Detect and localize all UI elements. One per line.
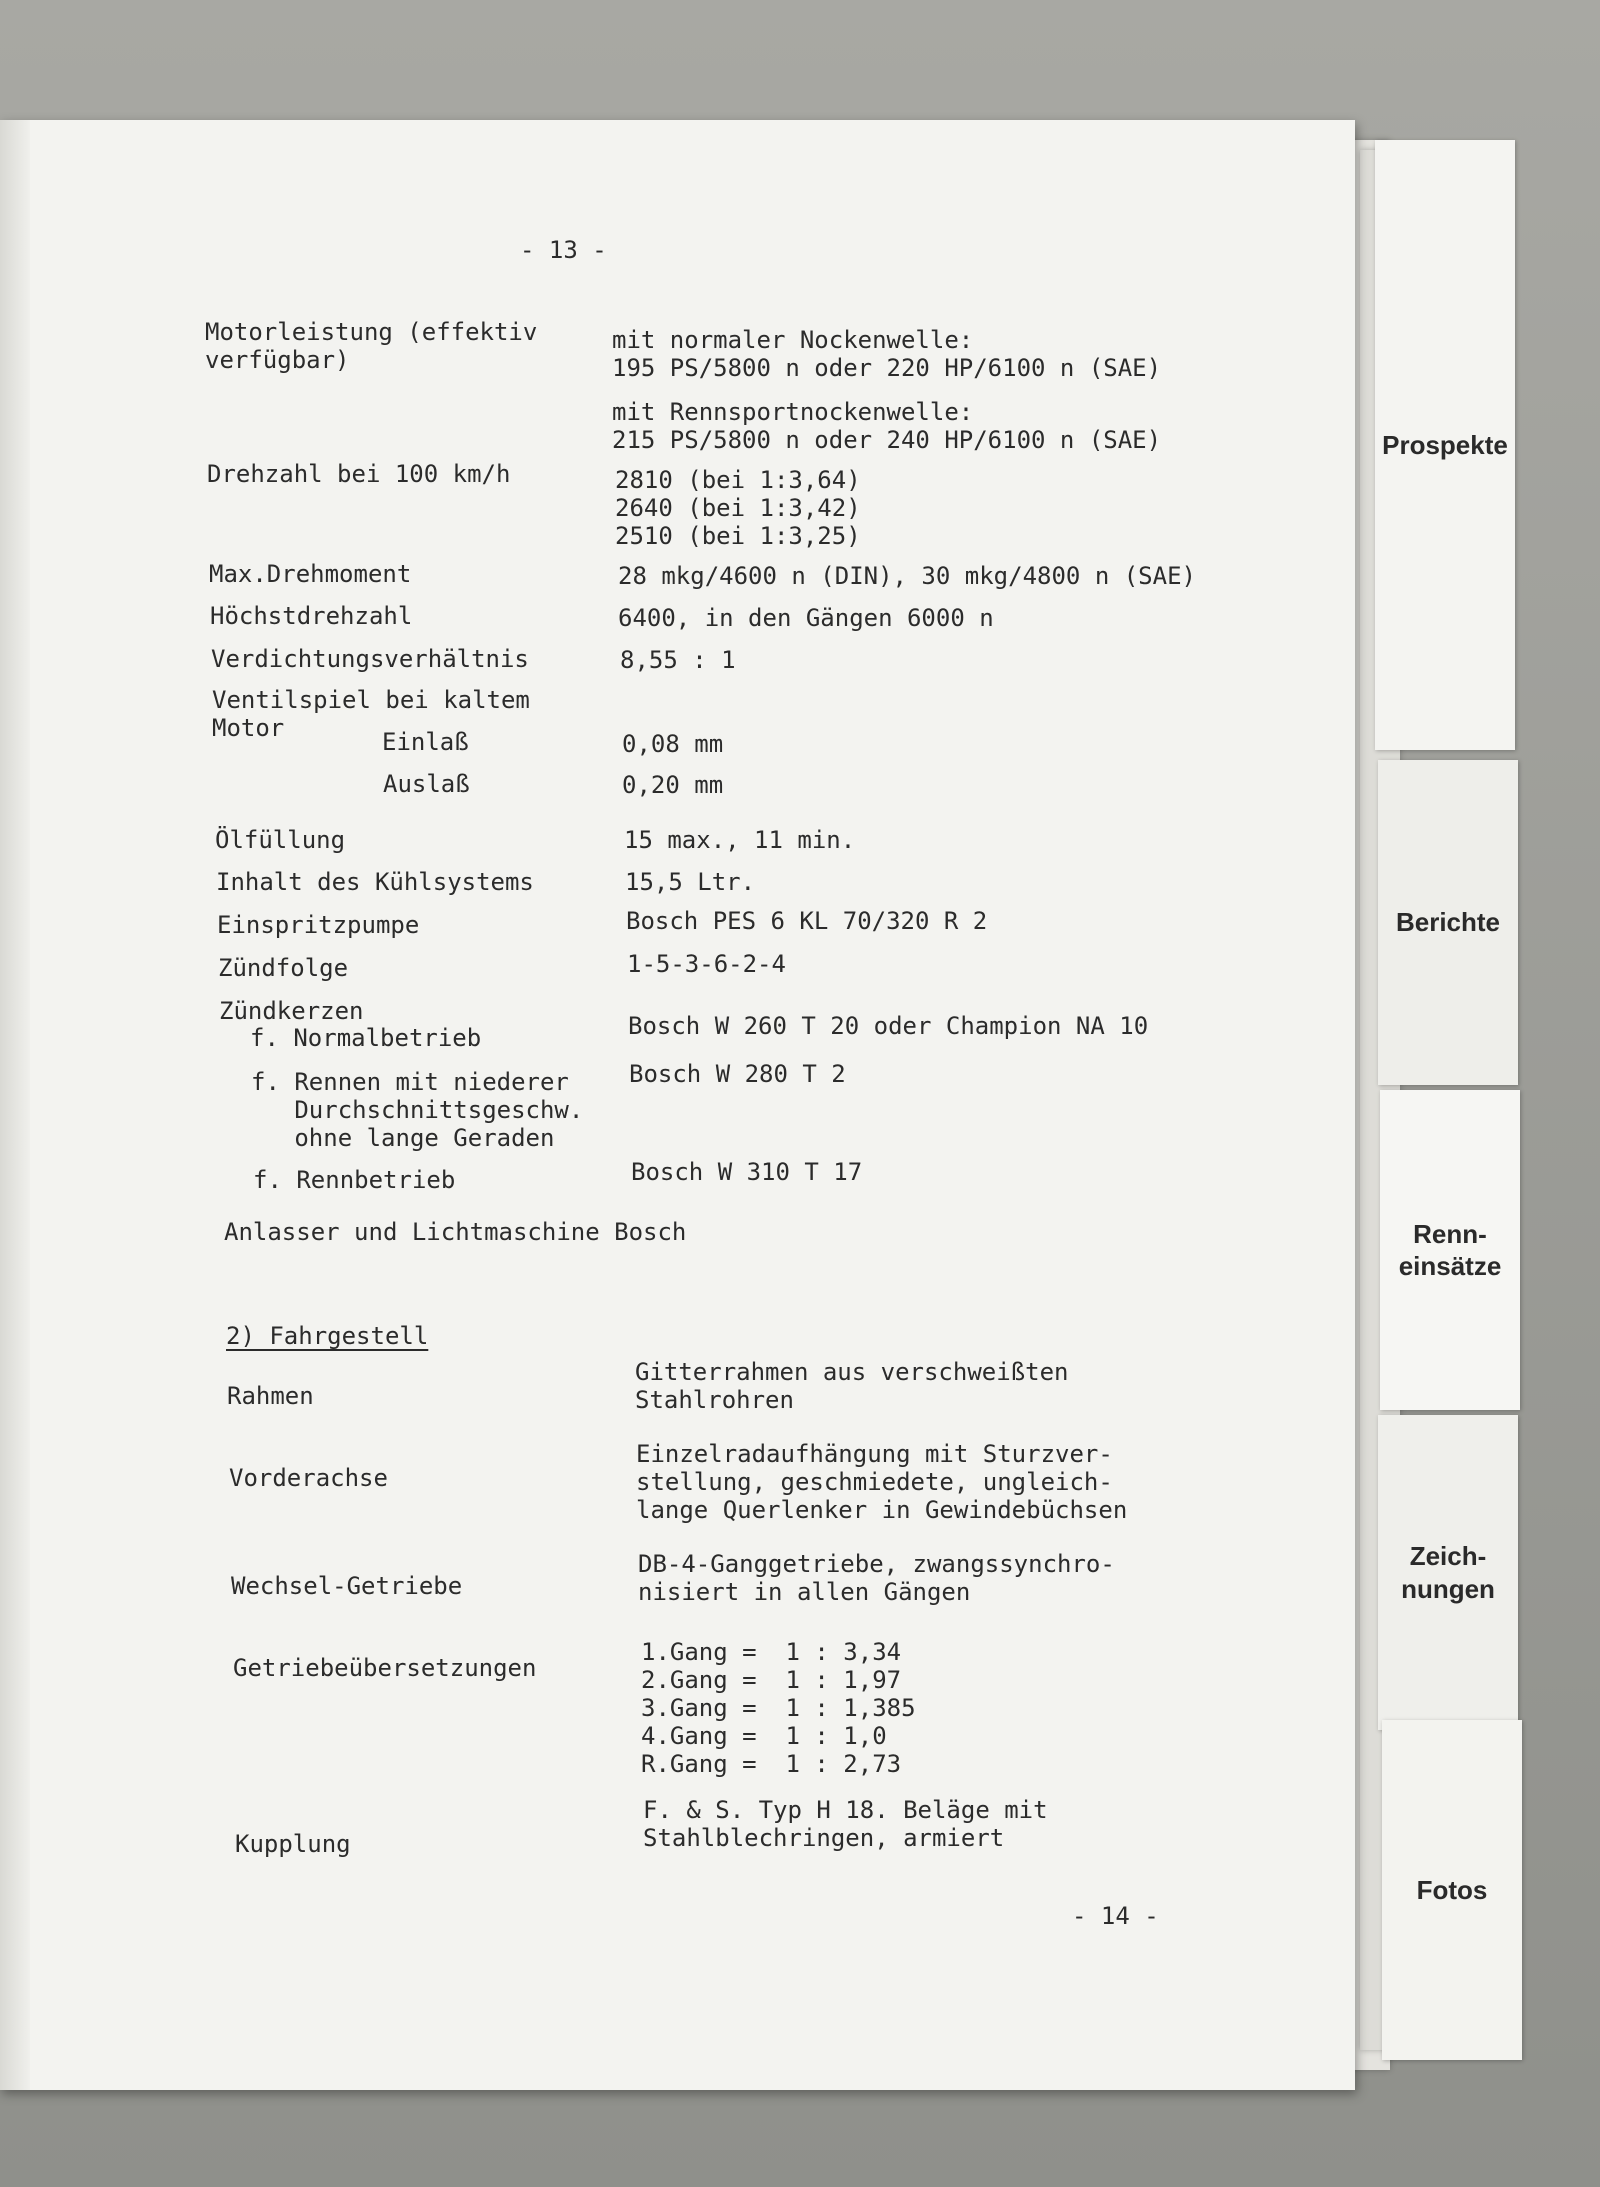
label-einspritzpumpe: Einspritzpumpe — [217, 911, 420, 939]
page-number-top: - 13 - — [520, 236, 607, 264]
label-verdichtung: Verdichtungsverhältnis — [211, 645, 529, 673]
tab-label: Fotos — [1416, 1874, 1488, 1905]
value-rahmen: Gitterrahmen aus verschweißten Stahlrohren — [635, 1358, 1069, 1414]
label-getriebeuebersetzungen: Getriebeübersetzungen — [233, 1654, 537, 1682]
tab-prospekte[interactable] — [1375, 140, 1515, 750]
value-drehmoment: 28 mkg/4600 n (DIN), 30 mkg/4800 n (SAE) — [618, 562, 1196, 590]
label-ventilspiel: Ventilspiel bei kaltem Motor — [212, 686, 530, 742]
label-wechselgetriebe: Wechsel-Getriebe — [231, 1572, 463, 1600]
page-number-bottom: - 14 - — [1072, 1902, 1159, 1930]
label-hoechstdrehzahl: Höchstdrehzahl — [210, 602, 413, 630]
tab-renneinsaetze[interactable] — [1380, 1090, 1520, 1410]
value-rennen: Bosch W 280 T 2 — [629, 1060, 846, 1088]
value-zuendfolge: 1-5-3-6-2-4 — [627, 950, 786, 978]
label-vorderachse: Vorderachse — [229, 1464, 388, 1492]
value-motorleistung-renn: mit Rennsportnockenwelle: 215 PS/5800 n oder 240 HP/6100 n (SAE) — [612, 398, 1162, 454]
value-verdichtung: 8,55 : 1 — [620, 646, 736, 674]
value-einlass: 0,08 mm — [622, 730, 724, 758]
label-einlass: Einlaß — [382, 728, 469, 756]
label-normalbetrieb: f. Normalbetrieb — [250, 1024, 482, 1052]
value-getriebeuebersetzungen: 1.Gang = 1 : 3,34 2.Gang = 1 : 1,97 3.Gang = 1 : 1,385 4.Gang = 1 : 1,0 R.Gang = 1 : 2,73 — [641, 1638, 916, 1778]
label-motorleistung: Motorleistung (effektiv verfügbar) — [205, 318, 538, 374]
label-kuehlsystem: Inhalt des Kühlsystems — [216, 868, 534, 896]
anlasser-line: Anlasser und Lichtmaschine Bosch — [224, 1218, 687, 1246]
tab-label: Zeich- nungen — [1401, 1541, 1495, 1604]
label-drehzahl: Drehzahl bei 100 km/h — [207, 460, 511, 488]
tab-label: Prospekte — [1382, 429, 1508, 460]
label-auslass: Auslaß — [383, 770, 470, 798]
section-heading-fahrgestell: 2) Fahrgestell — [226, 1322, 429, 1350]
tab-label: Berichte — [1395, 907, 1501, 938]
value-rennbetrieb: Bosch W 310 T 17 — [631, 1158, 863, 1186]
value-kuehlsystem: 15,5 Ltr. — [625, 868, 756, 896]
value-auslass: 0,20 mm — [622, 771, 724, 799]
label-zuendfolge: Zündfolge — [218, 954, 349, 982]
label-kupplung: Kupplung — [235, 1830, 351, 1858]
value-kupplung: F. & S. Typ H 18. Beläge mit Stahlblechringen, armiert — [643, 1796, 1048, 1852]
tab-zeichnungen[interactable] — [1378, 1415, 1518, 1730]
tab-berichte[interactable] — [1378, 760, 1518, 1085]
page-binding — [0, 120, 30, 2090]
value-hoechstdrehzahl: 6400, in den Gängen 6000 n — [618, 604, 994, 632]
label-drehmoment: Max.Drehmoment — [209, 560, 412, 588]
label-zuendkerzen: Zündkerzen — [219, 997, 364, 1025]
value-vorderachse: Einzelradaufhängung mit Sturzver- stellung, geschmiedete, ungleich- lange Querlenker in Gewindebüchsen — [636, 1440, 1128, 1524]
label-rennen: f. Rennen mit niederer Durchschnittsgeschw. ohne lange Geraden — [251, 1068, 584, 1152]
tab-fotos[interactable] — [1382, 1720, 1522, 2060]
label-rahmen: Rahmen — [227, 1382, 314, 1410]
label-oel: Ölfüllung — [215, 826, 346, 854]
value-einspritzpumpe: Bosch PES 6 KL 70/320 R 2 — [626, 907, 988, 935]
value-drehzahl: 2810 (bei 1:3,64) 2640 (bei 1:3,42) 2510 (bei 1:3,25) — [615, 466, 861, 550]
label-rennbetrieb: f. Rennbetrieb — [253, 1166, 456, 1194]
tab-label: Renn- einsätze — [1398, 1218, 1502, 1281]
value-motorleistung-normal: mit normaler Nockenwelle: 195 PS/5800 n oder 220 HP/6100 n (SAE) — [612, 326, 1162, 382]
value-oel: 15 max., 11 min. — [624, 826, 856, 854]
value-normalbetrieb: Bosch W 260 T 20 oder Champion NA 10 — [628, 1012, 1149, 1040]
value-wechselgetriebe: DB-4-Ganggetriebe, zwangssynchro- nisiert in allen Gängen — [638, 1550, 1115, 1606]
